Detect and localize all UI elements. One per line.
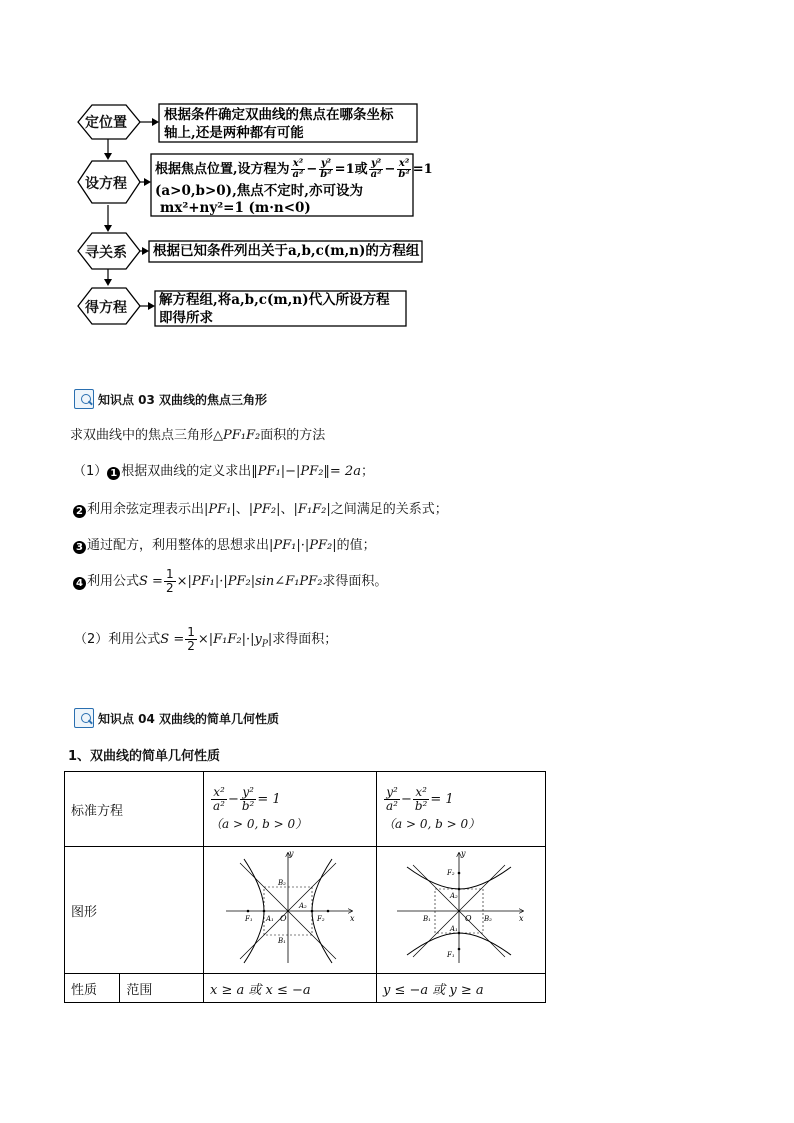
svg-text:A₂: A₂ [299, 902, 307, 910]
table-cell-std-label: 标准方程 [65, 772, 204, 847]
flow-label-2: 设方程 [85, 176, 127, 192]
section-03-item-1: （1） 1 根据双曲线的定义求出‖PF₁|−|PF₂‖= 2a； [73, 464, 374, 479]
table-row [65, 847, 546, 974]
section-03-intro: 求双曲线中的焦点三角形△PF₁F₂面积的方法 [70, 428, 326, 443]
flow-box-3-line-1: 根据已知条件列出关于a,b,c(m,n)的方程组 [153, 243, 420, 259]
table-row [65, 772, 546, 847]
flow-label-1: 定位置 [85, 115, 127, 131]
svg-text:B₂: B₂ [484, 915, 492, 923]
table-cell-prop-label: 性质 [65, 974, 120, 1003]
flow-box-2-line-2: (a>0,b>0),焦点不定时,亦可设为 [155, 183, 363, 199]
section-03-heading [74, 389, 267, 409]
svg-text:F₁: F₁ [245, 915, 253, 923]
table-cell-fig-label: 图形 [65, 847, 204, 974]
table-cell-eq-x: $\frac{\text{x²}}{\text{a²}}$ − $\frac{\text{y²}}{\text{b²}}$ = 1 （a > 0, b > 0） [204, 772, 377, 847]
section-04-title: 知识点 04 双曲线的简单几何性质 [98, 711, 280, 726]
section-04-heading [74, 708, 279, 728]
flow-label-3: 寻关系 [85, 245, 127, 261]
section-03-item-4: 4 利用公式S = $\frac{1}{2}$ ×|PF₁|·|PF₂|sin∠F₁PF₂求得面积。 [73, 568, 387, 595]
svg-text:O: O [465, 914, 472, 923]
magnifier-icon [74, 708, 94, 728]
svg-text:A₁: A₁ [450, 925, 458, 933]
table-cell-range-label: 范围 [120, 974, 204, 1003]
svg-text:y: y [289, 849, 294, 858]
flow-box-4-line-1: 解方程组,将a,b,c(m,n)代入所设方程 [159, 292, 390, 308]
table-cell-fig-x [204, 847, 377, 974]
svg-text:A₂: A₂ [450, 892, 458, 900]
flow-box-2-line-3: mx²+ny²=1 (m·n<0) [160, 200, 311, 216]
svg-text:F₂: F₂ [447, 869, 455, 877]
svg-text:B₁: B₁ [423, 915, 431, 923]
flow-box-1-line-1: 根据条件确定双曲线的焦点在哪条坐标 [164, 107, 394, 123]
svg-text:x: x [350, 914, 355, 923]
table-cell-range-x: x ≥ a 或 x ≤ −a [204, 974, 377, 1003]
hyperbola-y-graph [391, 849, 531, 967]
section-03-item-5: （2）利用公式S = $\frac{1}{2}$ $\times|F_1F_2|\cdot|y_P|$求得面积； [74, 625, 338, 653]
svg-text:B₂: B₂ [278, 879, 286, 887]
magnifier-icon [74, 389, 94, 409]
section-03-title: 知识点 03 双曲线的焦点三角形 [98, 392, 268, 407]
hyperbola-x-graph [220, 849, 360, 967]
svg-text:B₁: B₁ [278, 937, 286, 945]
svg-text:x: x [519, 914, 524, 923]
section-03-item-3: 3 通过配方，利用整体的思想求出|PF₁|·|PF₂|的值； [73, 534, 376, 554]
flow-box-2-line-1: 根据焦点位置,设方程为 $\frac{\text{x²}}{\text{a²}}$ − $\frac{\text{y²}}{\text{b²}}$ =1或 $\frac{\text{y²}}{\text{a²}}$ − $\frac{\text{x²}}{\text{b²}}$ =1 [155, 158, 433, 180]
svg-text:y: y [461, 849, 466, 858]
flow-box-1-line-2: 轴上,还是两种都有可能 [164, 125, 304, 141]
svg-text:F₁: F₁ [447, 951, 455, 959]
section-04-subtitle: 1、双曲线的简单几何性质 [68, 749, 221, 764]
table-cell-eq-y: $\frac{\text{y²}}{\text{a²}}$ − $\frac{\text{x²}}{\text{b²}}$ = 1 （a > 0, b > 0） [377, 772, 546, 847]
section-03-item-2: 2 利用余弦定理表示出|PF₁|、|PF₂|、|F₁F₂|之间满足的关系式； [73, 498, 448, 518]
svg-text:F₂: F₂ [317, 915, 325, 923]
table-cell-fig-y [377, 847, 546, 974]
table-row [65, 974, 546, 1003]
svg-text:A₁: A₁ [266, 915, 274, 923]
flow-label-4: 得方程 [85, 300, 127, 316]
properties-table [64, 771, 546, 1003]
svg-text:O: O [280, 914, 287, 923]
table-cell-range-y: y ≤ −a 或 y ≥ a [377, 974, 546, 1003]
flow-box-4-line-2: 即得所求 [159, 310, 213, 326]
